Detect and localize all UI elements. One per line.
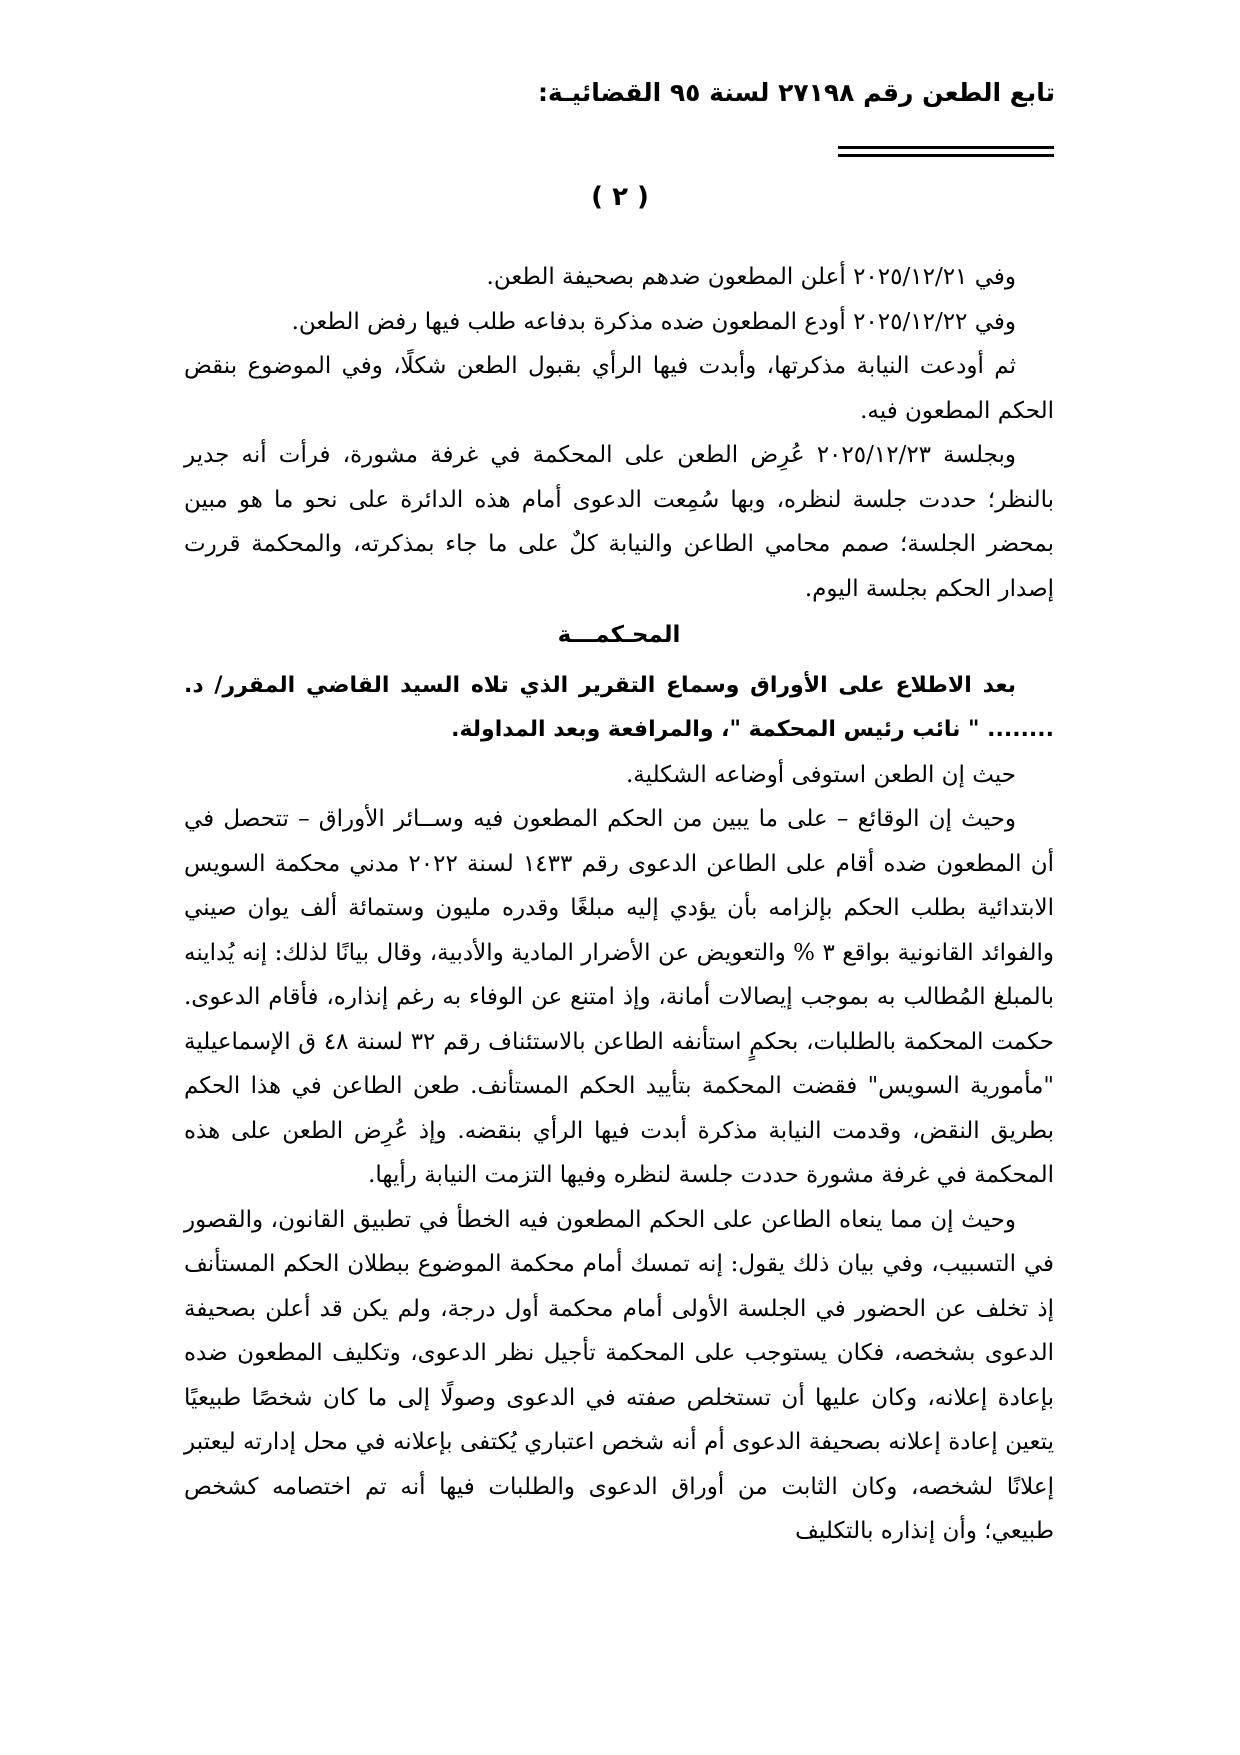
case-header-title: تابع الطعن رقم ٢٧١٩٨ لسنة ٩٥ القضائيـة:: [537, 78, 1055, 107]
paragraph: وبجلسة ٢٠٢٥/١٢/٢٣ عُرِض الطعن على المحكمة في غرفة مشورة، فرأت أنه جدير بالنظر؛ حددت جلسة لنظره، وبها سُمِعت الدعوى أمام هذه الدائرة على نحو ما هو مبين بمحضر الجلسة؛ صمم محامي الطاعن والنيابة كلٌ على ما جاء بمذكرته، والمحكمة قررت إصدار الحكم بجلسة اليوم.: [184, 442, 1054, 602]
paragraph: حيث إن الطعن استوفى أوضاعه الشكلية.: [625, 761, 1016, 788]
document-body: [184, 255, 1054, 1554]
header-rule-bottom: [838, 154, 1054, 157]
page-number: ( ٢ ): [591, 182, 649, 212]
section-title-court: المحـكمـــة: [557, 622, 681, 648]
paragraph: وحيث إن مما ينعاه الطاعن على الحكم المطعون فيه الخطأ في تطبيق القانون، والقصور في التسبيب، وفي بيان ذلك يقول: إنه تمسك أمام محكمة الموضوع ببطلان الحكم المستأنف إذ تخلف عن الحضور في الجلسة الأولى أمام محكمة أول درجة، ولم يكن قد أعلن بصحيفة الدعوى بشخصه، فكان يستوجب على المحكمة تأجيل نظر الدعوى، وتكليف المطعون ضده بإعادة إعلانه، وكان عليها أن تستخلص صفته في الدعوى وصولًا إلى ما كان شخصًا طبيعيًا يتعين إعادة إعلانه بصحيفة الدعوى أم أنه شخص اعتباري يُكتفى بإعلانه في محل إدارته ليعتبر إعلانًا لشخصه، وكان الثابت من أوراق الدعوى والطلبات فيها أنه تم اختصامه كشخص طبيعي؛ وأن إنذاره بالتكليف: [184, 1206, 1054, 1544]
paragraph: وفي ٢٠٢٥/١٢/٢١ أعلن المطعون ضدهم بصحيفة الطعن.: [486, 264, 1016, 290]
header-rule-top: [838, 146, 1054, 149]
intro-bold-paragraph: بعد الاطلاع على الأوراق وسماع التقرير الذي تلاه السيد القاضي المقرر/ د. ........ " نائب رئيس المحكمة "، والمرافعة وبعد المداولة.: [184, 672, 1054, 742]
paragraph: وحيث إن الوقائع – على ما يبين من الحكم المطعون فيه وســائر الأوراق – تتحصل في أن المطعون ضده أقام على الطاعن الدعوى رقم ١٤٣٣ لسنة ٢٠٢٢ مدني محكمة السويس الابتدائية بطلب الحكم بإلزامه بأن يؤدي إليه مبلغًا وقدره مليون وستمائة ألف يوان صيني والفوائد القانونية بواقع ٣ % والتعويض عن الأضرار المادية والأدبية، وقال بيانًا لذلك: إنه يُداينه بالمبلغ المُطالب به بموجب إيصالات أمانة، وإذ امتنع عن الوفاء به رغم إنذاره، فأقام الدعوى. حكمت المحكمة بالطلبات، بحكمٍ استأنفه الطاعن بالاستئناف رقم ٣٢ لسنة ٤٨ ق الإسماعيلية "مأمورية السويس" فقضت المحكمة بتأييد الحكم المستأنف. طعن الطاعن في هذا الحكم بطريق النقض، وقدمت النيابة مذكرة أبدت فيها الرأي بنقضه. وإذ عُرِض الطعن على هذه المحكمة في غرفة مشورة حددت جلسة لنظره وفيها التزمت النيابة رأيها.: [184, 806, 1055, 1188]
paragraph: ثم أودعت النيابة مذكرتها، وأبدت فيها الرأي بقبول الطعن شكلًا، وفي الموضوع بنقض الحكم المطعون فيه.: [184, 353, 1054, 424]
paragraph: وفي ٢٠٢٥/١٢/٢٢ أودع المطعون ضده مذكرة بدفاعه طلب فيها رفض الطعن.: [291, 308, 1016, 335]
